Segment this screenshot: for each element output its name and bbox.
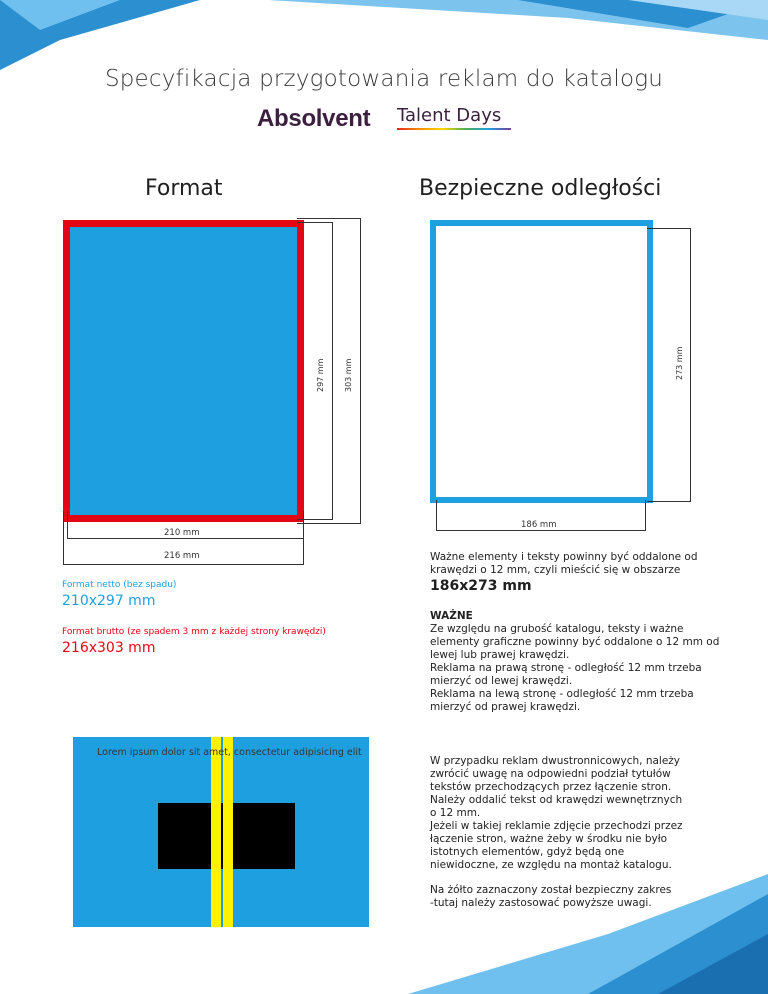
spread-lorem-text: Lorem ipsum dolor sit amet, consectetur adipisicing elit: [97, 747, 362, 758]
safe-area-value: 186x273 mm: [430, 578, 532, 594]
dim-297-label: 297 mm: [316, 358, 325, 392]
dim-186-label: 186 mm: [521, 520, 557, 530]
safe-intro-line-2: krawędzi o 12 mm, czyli mieścić się w obszarze: [430, 564, 681, 576]
spread-line: Jeżeli w takiej reklamie zdjęcie przechodzi przez: [430, 820, 683, 832]
spread-note-line: -tutaj należy zastosować powyższe uwagi.: [430, 897, 652, 909]
spread-line: istotnych elementów, gdyż będą one: [430, 846, 625, 858]
important-line: mierzyć od prawej krawędzi.: [430, 701, 581, 713]
spread-line: Należy oddalić tekst od krawędzi wewnętrznych: [430, 794, 683, 806]
dim-216-label: 216 mm: [164, 551, 200, 561]
important-block: [430, 610, 750, 714]
spread-line: zwrócić uwagę na odpowiedni podział tytułów: [430, 768, 671, 780]
spread-line: łączenie stron, ważne żeby w środku nie było: [430, 833, 668, 845]
important-line: lewej lub prawej krawędzi.: [430, 649, 570, 661]
format-heading: Format: [145, 176, 223, 201]
spread-line: o 12 mm.: [430, 807, 481, 819]
safe-intro-line-1: Ważne elementy i teksty powinny być oddalone od: [430, 551, 698, 563]
spread-note-line: Na żółto zaznaczony został bezpieczny zakres: [430, 884, 672, 896]
spread-gutter-photo-cut: [221, 803, 223, 869]
spread-line: tekstów przechodzących przez łączenie stron.: [430, 781, 672, 793]
page-title: Specyfikacja przygotowania reklam do katalogu: [104, 66, 664, 92]
logo-sub-text: Talent Days: [397, 105, 502, 126]
safe-area-frame: [430, 220, 653, 503]
important-line: mierzyć od lewej krawędzi.: [430, 675, 573, 687]
dim-273-label: 273 mm: [675, 346, 684, 380]
important-heading: WAŻNE: [430, 610, 473, 622]
spread-line: niewidoczne, ze względu na montaż katalogu.: [430, 859, 672, 871]
dim-210-label: 210 mm: [164, 528, 200, 538]
important-line: Reklama na lewą stronę - odległość 12 mm trzeba: [430, 688, 694, 700]
spread-note: [430, 884, 750, 910]
netto-value: 210x297 mm: [62, 593, 156, 609]
netto-label: Format netto (bez spadu): [62, 580, 177, 590]
top-right-decoration: [68, 0, 768, 40]
logo-main-text: Absolvent: [257, 105, 371, 132]
important-line: Ze względu na grubość katalogu, teksty i ważne: [430, 623, 684, 635]
logo-underline: [397, 128, 511, 130]
dim-273-bracket: [647, 228, 691, 502]
spread-description: [430, 755, 750, 872]
brutto-label: Format brutto (ze spadem 3 mm z każdej strony krawędzi): [62, 627, 326, 637]
important-line: Reklama na prawą stronę - odległość 12 mm trzeba: [430, 662, 702, 674]
dim-303-label: 303 mm: [344, 358, 353, 392]
brutto-value: 216x303 mm: [62, 640, 156, 656]
safe-distance-heading: Bezpieczne odległości: [419, 176, 662, 201]
safe-intro: [430, 551, 698, 577]
important-line: elementy graficzne powinny być oddalone o 12 mm od: [430, 636, 720, 648]
spread-line: W przypadku reklam dwustronnicowych, należy: [430, 755, 681, 767]
logo: [257, 105, 517, 135]
format-bleed-red-frame: [63, 220, 304, 522]
